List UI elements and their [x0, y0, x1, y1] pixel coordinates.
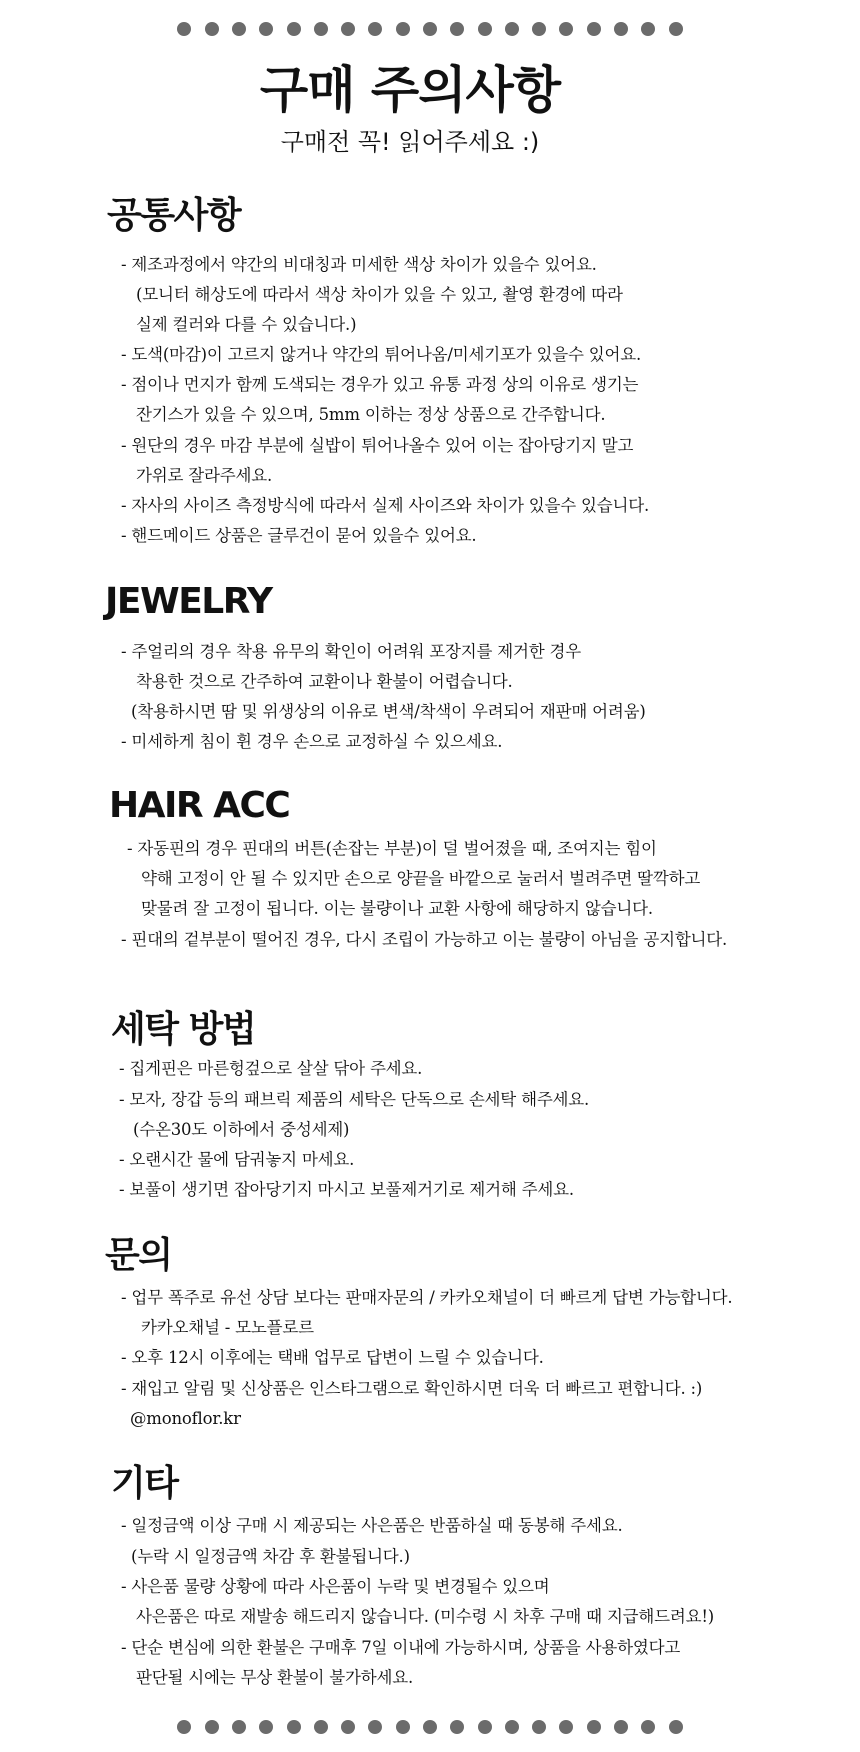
section-heading-hair-acc: HAIR ACC — [109, 785, 290, 826]
washing-line: (수온30도 이하에서 중성세제) — [133, 1120, 350, 1139]
divider-dot — [478, 22, 492, 36]
divider-dot — [232, 22, 246, 36]
divider-dot — [587, 22, 601, 36]
common-line: (모니터 해상도에 따라서 색상 차이가 있을 수 있고, 촬영 환경에 따라 — [136, 285, 623, 304]
divider-dot — [559, 22, 573, 36]
divider-dot — [205, 22, 219, 36]
divider-dot — [287, 1720, 301, 1734]
washing-line: - 집게핀은 마른헝겊으로 살살 닦아 주세요. — [119, 1059, 423, 1078]
divider-dot — [587, 1720, 601, 1734]
etc-line: - 일정금액 이상 구매 시 제공되는 사은품은 반품하실 때 동봉해 주세요. — [121, 1516, 623, 1535]
divider-dot — [505, 22, 519, 36]
jewelry-line: - 주얼리의 경우 착용 유무의 확인이 어려워 포장지를 제거한 경우 — [121, 642, 581, 661]
divider-dot — [505, 1720, 519, 1734]
common-line: - 핸드메이드 상품은 글루건이 묻어 있을수 있어요. — [121, 526, 477, 545]
etc-line: 판단될 시에는 무상 환불이 불가하세요. — [136, 1668, 414, 1687]
divider-dot — [259, 22, 273, 36]
hair-line: - 핀대의 겉부분이 떨어진 경우, 다시 조립이 가능하고 이는 불량이 아님을 공지합니다. — [121, 930, 728, 949]
section-heading-common: 공통사항 — [107, 195, 241, 236]
common-line: - 도색(마감)이 고르지 않거나 약간의 튀어나옴/미세기포가 있을수 있어요. — [121, 345, 641, 364]
divider-dot — [287, 22, 301, 36]
divider-dot — [450, 1720, 464, 1734]
divider-dot — [614, 22, 628, 36]
page-title: 구매 주의사항 — [259, 61, 561, 119]
washing-line: - 모자, 장갑 등의 패브릭 제품의 세탁은 단독으로 손세탁 해주세요. — [119, 1090, 590, 1109]
common-line: 잔기스가 있을 수 있으며, 5mm 이하는 정상 상품으로 간주합니다. — [136, 405, 606, 424]
etc-line: (누락 시 일정금액 차감 후 환불됩니다.) — [131, 1547, 410, 1566]
jewelry-line: - 미세하게 침이 휜 경우 손으로 교정하실 수 있으세요. — [121, 732, 503, 751]
divider-dot — [532, 1720, 546, 1734]
section-heading-washing: 세탁 방법 — [111, 1009, 256, 1050]
divider-dot — [314, 1720, 328, 1734]
hair-line: - 자동핀의 경우 핀대의 버튼(손잡는 부분)이 덜 벌어졌을 때, 조여지는 힘이 — [127, 839, 657, 858]
top-dot-divider — [0, 22, 860, 38]
etc-line: 사은품은 따로 재발송 해드리지 않습니다. (미수령 시 차후 구매 때 지급해드려요!) — [136, 1607, 715, 1626]
page-subtitle: 구매전 꼭! 읽어주세요 :) — [280, 128, 540, 156]
instagram-handle: @monoflor.kr — [130, 1409, 241, 1428]
hair-line: 약해 고정이 안 될 수 있지만 손으로 양끝을 바깥으로 눌러서 벌려주면 딸깍하고 — [141, 869, 701, 888]
divider-dot — [478, 1720, 492, 1734]
washing-line: - 보풀이 생기면 잡아당기지 마시고 보풀제거기로 제거해 주세요. — [119, 1180, 574, 1199]
common-line: 실제 컬러와 다를 수 있습니다.) — [136, 315, 357, 334]
divider-dot — [205, 1720, 219, 1734]
divider-dot — [368, 1720, 382, 1734]
divider-dot — [532, 22, 546, 36]
common-line: - 제조과정에서 약간의 비대칭과 미세한 색상 차이가 있을수 있어요. — [121, 255, 597, 274]
divider-dot — [641, 1720, 655, 1734]
washing-line: - 오랜시간 물에 담궈놓지 마세요. — [119, 1150, 355, 1169]
divider-dot — [669, 1720, 683, 1734]
common-line: - 원단의 경우 마감 부분에 실밥이 튀어나올수 있어 이는 잡아당기지 말고 — [121, 436, 634, 455]
hair-line: 맞물려 잘 고정이 됩니다. 이는 불량이나 교환 사항에 해당하지 않습니다. — [141, 899, 653, 918]
divider-dot — [177, 1720, 191, 1734]
divider-dot — [341, 22, 355, 36]
divider-dot — [368, 22, 382, 36]
divider-dot — [669, 22, 683, 36]
divider-dot — [423, 1720, 437, 1734]
section-heading-etc: 기타 — [111, 1463, 178, 1504]
common-line: 가위로 잘라주세요. — [136, 466, 273, 485]
divider-dot — [423, 22, 437, 36]
etc-line: - 사은품 물량 상황에 따라 사은품이 누락 및 변경될수 있으며 — [121, 1577, 550, 1596]
common-line: - 점이나 먼지가 함께 도색되는 경우가 있고 유통 과정 상의 이유로 생기는 — [121, 375, 639, 394]
common-line: - 자사의 사이즈 측정방식에 따라서 실제 사이즈와 차이가 있을수 있습니다. — [121, 496, 649, 515]
divider-dot — [177, 22, 191, 36]
divider-dot — [614, 1720, 628, 1734]
bottom-dot-divider — [0, 1720, 860, 1736]
inquiry-line: - 오후 12시 이후에는 택배 업무로 답변이 느릴 수 있습니다. — [121, 1348, 544, 1367]
divider-dot — [341, 1720, 355, 1734]
divider-dot — [396, 22, 410, 36]
divider-dot — [396, 1720, 410, 1734]
inquiry-line: - 재입고 알림 및 신상품은 인스타그램으로 확인하시면 더욱 더 빠르고 편합니다. :) — [121, 1379, 703, 1398]
jewelry-line: (착용하시면 땀 및 위생상의 이유로 변색/착색이 우려되어 재판매 어려움) — [131, 702, 646, 721]
divider-dot — [314, 22, 328, 36]
inquiry-line: - 업무 폭주로 유선 상담 보다는 판매자문의 / 카카오채널이 더 빠르게 답변 가능합니다. — [121, 1288, 733, 1307]
divider-dot — [641, 22, 655, 36]
divider-dot — [559, 1720, 573, 1734]
jewelry-line: 착용한 것으로 간주하여 교환이나 환불이 어렵습니다. — [136, 672, 513, 691]
divider-dot — [232, 1720, 246, 1734]
section-heading-inquiry: 문의 — [105, 1235, 172, 1276]
divider-dot — [450, 22, 464, 36]
etc-line: - 단순 변심에 의한 환불은 구매후 7일 이내에 가능하시며, 상품을 사용하였다고 — [121, 1638, 681, 1657]
divider-dot — [259, 1720, 273, 1734]
section-heading-jewelry: JEWELRY — [105, 581, 272, 622]
inquiry-line: 카카오채널 - 모노플로르 — [141, 1318, 314, 1337]
